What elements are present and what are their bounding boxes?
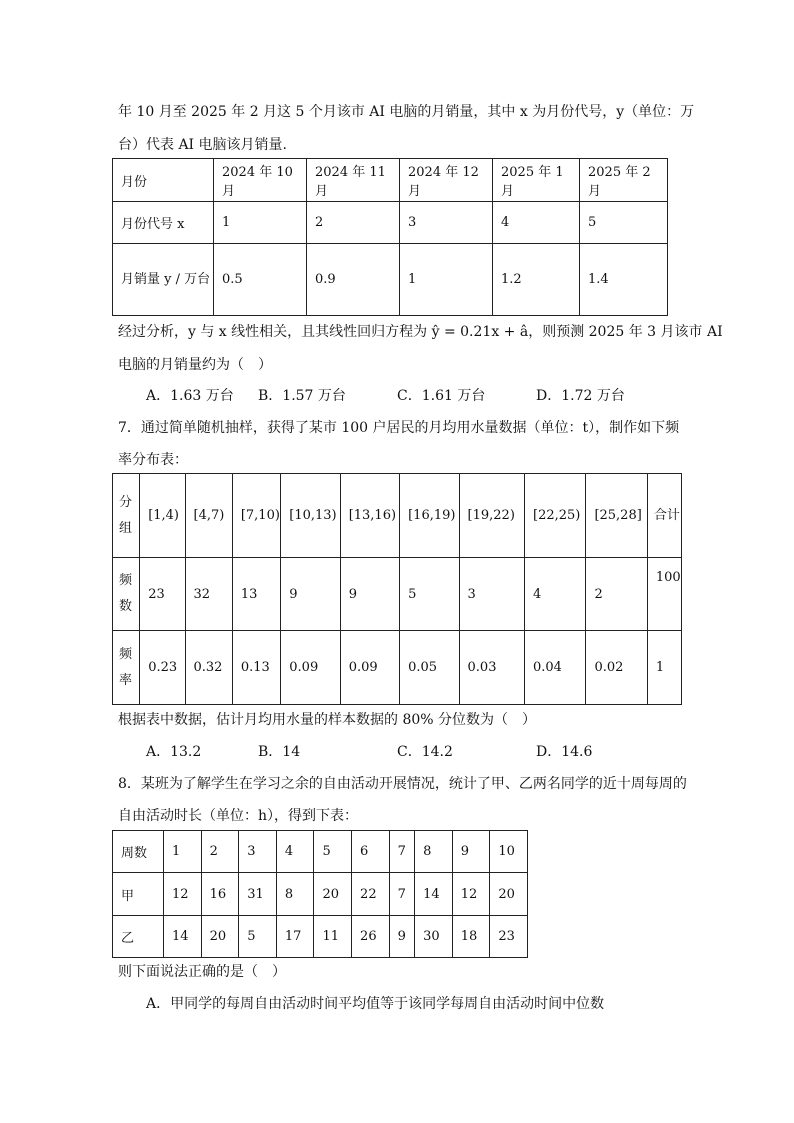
table-cell: 月销量 y / 万台 [113,244,214,316]
q8-text-line2: 自由活动时长（单位：h），得到下表： [118,808,359,824]
q7-text-line3: 根据表中数据，估计月均用水量的样本数据的 80% 分位数为（ ） [118,712,537,728]
q6-text-line2: 台）代表 AI 电脑该月销量. [118,137,287,153]
table-cell: 分组 [113,474,140,558]
q6-text-line3: 经过分析，y 与 x 线性相关，且其线性回归方程为 ŷ = 0.21x + â，则预测 2025 年 3 月该市 AI [118,324,723,340]
table-cell: 31 [239,873,277,916]
table-cell: 0.09 [340,631,399,705]
table-row [113,558,682,631]
table-cell: 合计 [647,474,681,558]
table-cell: 9 [389,916,414,958]
table-cell: 26 [352,916,390,958]
table-cell: 8 [415,831,453,873]
table-cell: 14 [164,916,202,958]
table-cell: 9 [340,558,399,631]
table-cell: 0.32 [185,631,232,705]
q8-text-line1: 8．某班为了解学生在学习之余的自由活动开展情况，统计了甲、乙两名同学的近十周每周的 [118,776,687,792]
table-row [113,916,528,958]
table-cell: 22 [352,873,390,916]
table-cell: 3 [239,831,277,873]
q6-option-c[interactable]: C．1.61 万台 [397,388,486,404]
table-row [113,474,682,558]
table-cell: 0.23 [140,631,185,705]
table-cell: 1.4 [580,244,668,316]
table-cell: 2025 年 2 月 [580,159,668,202]
table-cell: 2025 年 1 月 [493,159,580,202]
q7-text-line2: 率分布表： [118,452,188,468]
table-cell: 5 [239,916,277,958]
table-cell: 23 [490,916,528,958]
table-cell: 0.09 [281,631,340,705]
table-cell: 20 [490,873,528,916]
table-cell: [1,4) [140,474,185,558]
table-cell: 0.03 [459,631,524,705]
table-cell: 4 [276,831,314,873]
q6-option-a[interactable]: A．1.63 万台 [146,388,234,404]
table-row [113,202,668,244]
table-cell: 2024 年 12 月 [400,159,493,202]
table-cell: 1 [400,244,493,316]
table-cell: 7 [389,873,414,916]
q6-option-d[interactable]: D．1.72 万台 [536,388,625,404]
table-cell: 12 [452,873,490,916]
table-cell: 23 [140,558,185,631]
table-cell: 乙 [113,916,164,958]
q7-option-c[interactable]: C．14.2 [397,744,453,760]
table-cell: 月份代号 x [113,202,214,244]
table-cell: 16 [201,873,239,916]
table-cell: 32 [185,558,232,631]
q7-option-b[interactable]: B．14 [258,744,301,760]
table-cell: 11 [314,916,352,958]
table-cell: 7 [389,831,414,873]
table-row [113,244,668,316]
table-cell: [16,19) [400,474,459,558]
table-cell: 10 [490,831,528,873]
table-cell: 周数 [113,831,164,873]
table-cell: 12 [164,873,202,916]
table-cell: 9 [281,558,340,631]
table-cell: 2 [586,558,647,631]
table-cell: 8 [276,873,314,916]
table-cell: 0.13 [232,631,280,705]
table-cell: 14 [415,873,453,916]
table-cell: 100 [647,558,681,631]
table-cell: 5 [580,202,668,244]
table-cell: 4 [493,202,580,244]
q8-option-a[interactable]: A．甲同学的每周自由活动时间平均值等于该同学每周自由活动时间中位数 [146,996,605,1012]
table-cell: 0.5 [214,244,307,316]
table-cell: 2024 年 10 月 [214,159,307,202]
table-cell: 月份 [113,159,214,202]
table-cell: 1.2 [493,244,580,316]
table-cell: 1 [647,631,681,705]
table-cell: [4,7) [185,474,232,558]
q7-option-d[interactable]: D．14.6 [536,744,593,760]
table-cell: 频率 [113,631,140,705]
table-row [113,159,668,202]
table-cell: 0.04 [525,631,586,705]
q6-text-line4: 电脑的月销量约为（ ） [118,357,272,373]
table-cell: 9 [452,831,490,873]
table-cell: 13 [232,558,280,631]
table-cell: 1 [214,202,307,244]
table-cell: [10,13) [281,474,340,558]
table-cell: 2 [307,202,400,244]
q8-table [112,830,528,958]
q7-option-a[interactable]: A．13.2 [146,744,202,760]
table-cell: [13,16) [340,474,399,558]
table-cell: 5 [314,831,352,873]
table-cell: 甲 [113,873,164,916]
table-cell: [7,10) [232,474,280,558]
table-cell: [19,22) [459,474,524,558]
table-row [113,631,682,705]
table-cell: 频数 [113,558,140,631]
q7-frequency-table [112,473,682,705]
table-cell: 0.9 [307,244,400,316]
table-cell: 0.02 [586,631,647,705]
table-cell: 17 [276,916,314,958]
table-cell: 20 [201,916,239,958]
table-cell: 5 [400,558,459,631]
table-cell: 4 [525,558,586,631]
table-cell: [25,28] [586,474,647,558]
table-cell: 6 [352,831,390,873]
table-cell: 0.05 [400,631,459,705]
table-cell: 2 [201,831,239,873]
q7-text-line1: 7．通过简单随机抽样，获得了某市 100 户居民的月均用水量数据（单位：t），制作如下频 [118,420,680,436]
table-row [113,831,528,873]
q8-text-line3: 则下面说法正确的是（ ） [118,964,286,980]
table-row [113,873,528,916]
q6-option-b[interactable]: B．1.57 万台 [258,388,346,404]
table-cell: 3 [459,558,524,631]
table-cell: 18 [452,916,490,958]
table-cell: 2024 年 11 月 [307,159,400,202]
q6-table [112,158,668,316]
table-cell: 1 [164,831,202,873]
table-cell: 3 [400,202,493,244]
q6-text-line1: 年 10 月至 2025 年 2 月这 5 个月该市 AI 电脑的月销量，其中 x 为月份代号，y（单位：万 [118,104,695,120]
table-cell: 20 [314,873,352,916]
table-cell: 30 [415,916,453,958]
table-cell: [22,25) [525,474,586,558]
